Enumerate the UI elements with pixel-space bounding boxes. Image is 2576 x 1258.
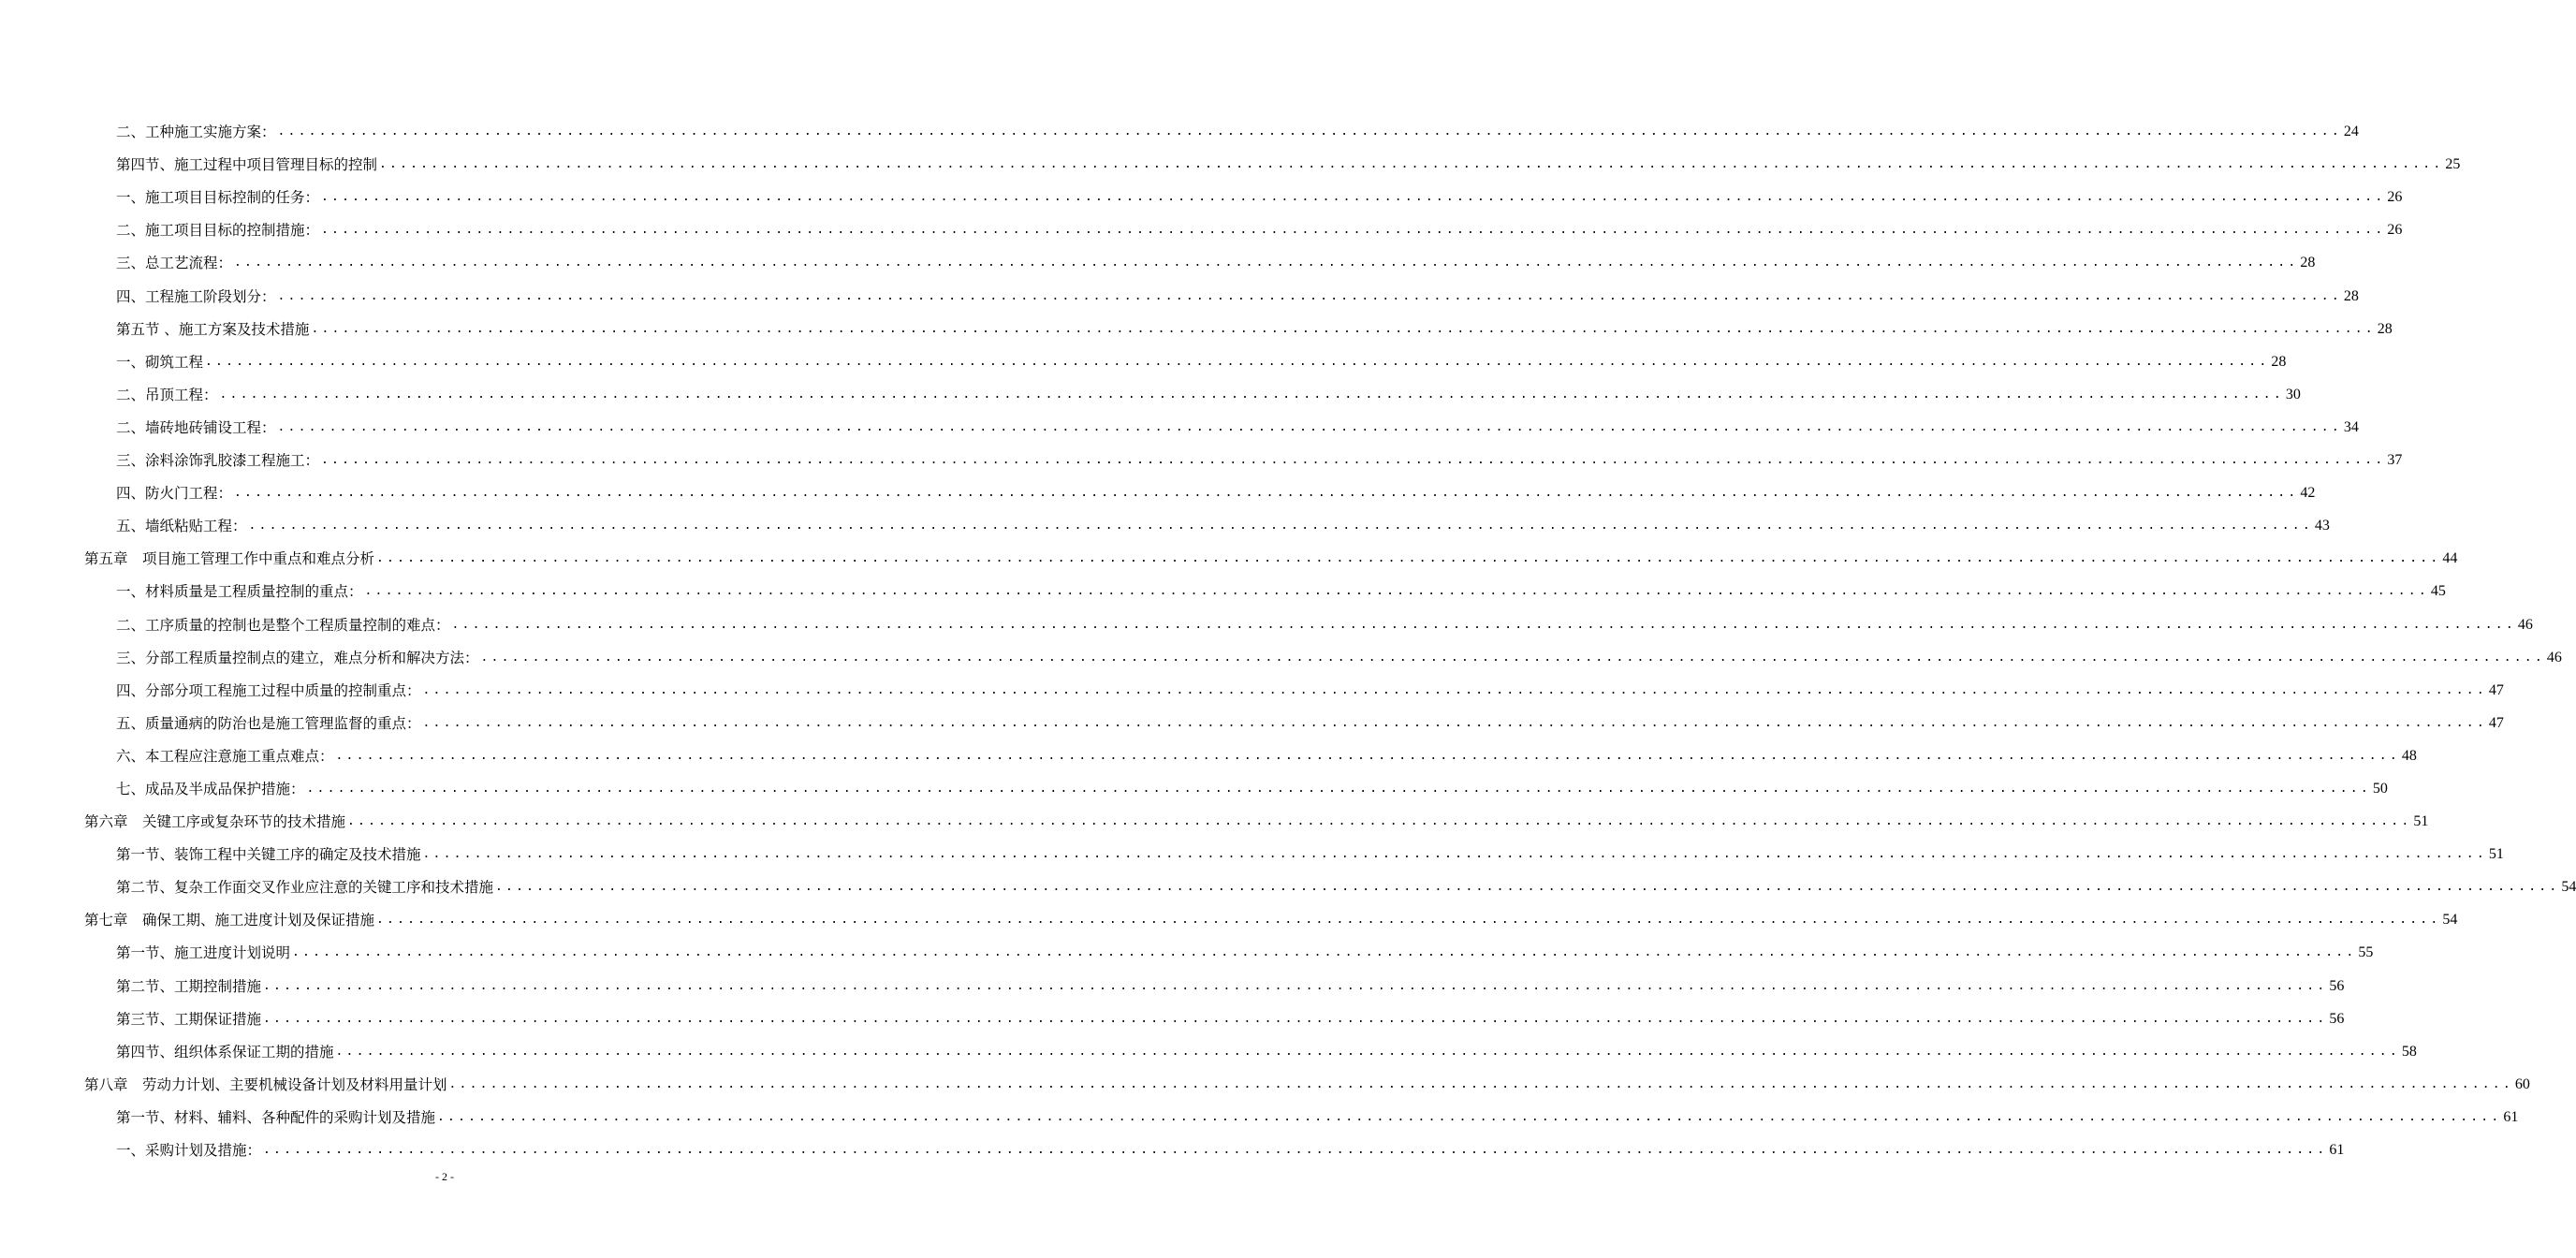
toc-entry[interactable] — [84, 831, 2504, 864]
toc-dot-leader: ........................................................................................................................................................................................................ — [248, 519, 2313, 534]
toc-dot-leader: ........................................................................................................................................................................................................ — [219, 387, 2284, 402]
toc-entry[interactable] — [84, 929, 2374, 962]
toc-entry-page: 34 — [2343, 418, 2359, 435]
toc-entry-page: 44 — [2442, 550, 2458, 567]
toc-entry[interactable] — [84, 272, 2359, 305]
toc-entry-title: 第四节、组织体系保证工期的措施 — [116, 1043, 334, 1061]
toc-entry[interactable] — [84, 962, 2345, 995]
toc-entry-page: 28 — [2271, 353, 2287, 370]
toc-entry-page: 28 — [2343, 287, 2359, 304]
toc-entry-title: 三、涂料涂饰乳胶漆工程施工： — [116, 452, 320, 470]
toc-entry[interactable] — [84, 667, 2504, 700]
toc-entry-title: 二、吊顶工程： — [116, 386, 218, 403]
toc-entry[interactable] — [84, 733, 2417, 766]
toc-entry-page: 61 — [2503, 1108, 2519, 1125]
toc-entry-title: 第三节、工期保证措施 — [116, 1010, 262, 1028]
toc-entry-title: 一、砌筑工程 — [116, 353, 204, 371]
toc-entry-title: 一、施工项目目标控制的任务： — [116, 189, 320, 207]
toc-entry-title: 二、墙砖地砖铺设工程： — [116, 418, 276, 436]
toc-entry-title: 第五节 、施工方案及技术措施 — [116, 320, 310, 338]
toc-entry[interactable] — [84, 996, 2345, 1029]
toc-entry-page: 54 — [2442, 912, 2458, 929]
toc-entry[interactable] — [84, 437, 2403, 470]
toc-dot-leader: ........................................................................................................................................................................................................ — [321, 190, 2386, 205]
toc-entry-title: 一、采购计划及措施： — [116, 1142, 262, 1159]
toc-dot-leader: ........................................................................................................................................................................................................ — [480, 650, 2545, 665]
toc-dot-leader: ........................................................................................................................................................................................................ — [335, 1044, 2400, 1059]
toc-dot-leader: ........................................................................................................................................................................................................ — [495, 880, 2560, 895]
toc-dot-leader: ........................................................................................................................................................................................................ — [234, 256, 2299, 271]
toc-entry-page: 60 — [2514, 1075, 2530, 1092]
toc-entry[interactable] — [84, 503, 2330, 535]
toc-entry[interactable] — [84, 109, 2359, 141]
toc-dot-leader: ........................................................................................................................................................................................................ — [277, 419, 2342, 434]
toc-entry-title: 第一节、施工进度计划说明 — [116, 944, 291, 962]
toc-dot-leader: ........................................................................................................................................................................................................ — [277, 124, 2342, 139]
toc-entry-title: 三、分部工程质量控制点的建立，难点分析和解决方法： — [116, 649, 479, 666]
toc-entry-page: 28 — [2300, 255, 2316, 271]
toc-entry-title: 第七章 确保工期、施工进度计划及保证措施 — [84, 912, 375, 929]
toc-entry[interactable] — [84, 306, 2393, 339]
toc-entry-page: 48 — [2401, 747, 2417, 764]
table-of-contents — [84, 109, 2576, 1160]
toc-entry[interactable] — [84, 339, 2287, 372]
toc-entry-title: 第五章 项目施工管理工作中重点和难点分析 — [84, 550, 375, 568]
toc-entry-title: 七、成品及半成品保护措施： — [116, 780, 305, 797]
toc-entry[interactable] — [84, 766, 2388, 798]
toc-entry-title: 二、工序质量的控制也是整个工程质量控制的难点： — [116, 616, 450, 634]
toc-entry-page: 46 — [2546, 649, 2562, 666]
toc-entry[interactable] — [84, 1127, 2345, 1160]
toc-entry-title: 四、防火门工程： — [116, 485, 233, 503]
toc-entry[interactable] — [84, 568, 2446, 601]
toc-entry-page: 47 — [2488, 681, 2504, 698]
toc-entry[interactable] — [84, 141, 2461, 174]
toc-dot-leader: ........................................................................................................................................................................................................ — [263, 978, 2328, 993]
toc-entry-title: 四、工程施工阶段划分： — [116, 287, 276, 305]
toc-entry[interactable] — [84, 798, 2429, 831]
toc-dot-leader: ........................................................................................................................................................................................................ — [347, 814, 2412, 829]
toc-entry[interactable] — [84, 207, 2403, 240]
toc-entry-page: 30 — [2285, 386, 2301, 402]
toc-entry-title: 三、总工艺流程： — [116, 255, 233, 272]
toc-entry[interactable] — [84, 470, 2316, 503]
toc-entry-page: 28 — [2377, 320, 2393, 337]
toc-dot-leader: ........................................................................................................................................................................................................ — [311, 321, 2376, 336]
toc-dot-leader: ........................................................................................................................................................................................................ — [335, 748, 2400, 763]
toc-entry[interactable] — [84, 240, 2316, 272]
toc-dot-leader: ........................................................................................................................................................................................................ — [422, 715, 2487, 730]
toc-dot-leader: ........................................................................................................................................................................................................ — [306, 781, 2371, 796]
toc-entry-page: 46 — [2517, 616, 2533, 633]
toc-entry[interactable] — [84, 700, 2504, 733]
toc-entry-title: 第一节、材料、辅料、各种配件的采购计划及措施 — [116, 1108, 436, 1126]
toc-dot-leader: ........................................................................................................................................................................................................ — [422, 682, 2487, 697]
toc-dot-leader: ........................................................................................................................................................................................................ — [451, 617, 2516, 632]
toc-dot-leader: ........................................................................................................................................................................................................ — [263, 1143, 2328, 1157]
toc-entry[interactable] — [84, 1029, 2417, 1061]
toc-entry[interactable] — [84, 864, 2576, 897]
toc-entry-page: 25 — [2445, 156, 2461, 173]
toc-entry-page: 51 — [2413, 813, 2429, 830]
toc-dot-leader: ........................................................................................................................................................................................................ — [422, 847, 2487, 862]
toc-entry[interactable] — [84, 1061, 2530, 1094]
toc-dot-leader: ........................................................................................................................................................................................................ — [376, 551, 2441, 566]
toc-entry-page: 54 — [2561, 879, 2576, 896]
toc-entry-title: 二、施工项目目标的控制措施： — [116, 222, 320, 240]
toc-entry-page: 47 — [2488, 714, 2504, 731]
toc-entry[interactable] — [84, 372, 2301, 404]
toc-entry-page: 37 — [2387, 452, 2403, 469]
page-number: - 2 - — [435, 1170, 454, 1183]
toc-entry-page: 58 — [2401, 1043, 2417, 1060]
toc-entry[interactable] — [84, 174, 2403, 207]
toc-dot-leader: ........................................................................................................................................................................................................ — [379, 157, 2444, 172]
toc-dot-leader: ........................................................................................................................................................................................................ — [321, 223, 2386, 238]
toc-entry-title: 二、工种施工实施方案： — [116, 124, 276, 141]
toc-entry-title: 五、墙纸粘贴工程： — [116, 518, 247, 535]
toc-entry-title: 六、本工程应注意施工重点难点： — [116, 747, 334, 765]
toc-dot-leader: ........................................................................................................................................................................................................ — [376, 913, 2441, 928]
toc-entry-title: 五、质量通病的防治也是施工管理监督的重点： — [116, 714, 421, 732]
toc-entry-page: 56 — [2329, 977, 2345, 994]
toc-entry[interactable] — [84, 601, 2533, 634]
toc-entry-title: 第一节、装饰工程中关键工序的确定及技术措施 — [116, 846, 421, 864]
toc-entry-title: 一、材料质量是工程质量控制的重点： — [116, 583, 363, 601]
toc-entry-page: 61 — [2329, 1142, 2345, 1158]
toc-entry-title: 第二节、复杂工作面交叉作业应注意的关键工序和技术措施 — [116, 879, 494, 897]
toc-entry[interactable] — [84, 404, 2359, 437]
toc-entry-page: 24 — [2343, 124, 2359, 140]
toc-dot-leader: ........................................................................................................................................................................................................ — [364, 584, 2429, 599]
toc-entry[interactable] — [84, 535, 2458, 568]
toc-entry-page: 51 — [2488, 846, 2504, 863]
toc-dot-leader: ........................................................................................................................................................................................................ — [205, 354, 2270, 369]
toc-dot-leader: ........................................................................................................................................................................................................ — [448, 1076, 2513, 1091]
toc-entry-page: 45 — [2430, 583, 2446, 600]
toc-entry-page: 26 — [2387, 189, 2403, 206]
toc-entry-title: 四、分部分项工程施工过程中质量的控制重点： — [116, 681, 421, 699]
toc-dot-leader: ........................................................................................................................................................................................................ — [277, 288, 2342, 303]
toc-entry-page: 43 — [2314, 518, 2330, 534]
toc-dot-leader: ........................................................................................................................................................................................................ — [234, 486, 2299, 501]
toc-entry-page: 56 — [2329, 1010, 2345, 1027]
toc-entry-title: 第四节、施工过程中项目管理目标的控制 — [116, 156, 378, 174]
toc-entry-title: 第六章 关键工序或复杂环节的技术措施 — [84, 813, 346, 831]
toc-entry-title: 第二节、工期控制措施 — [116, 977, 262, 995]
toc-entry-page: 42 — [2300, 485, 2316, 502]
toc-entry[interactable] — [84, 897, 2458, 929]
toc-entry-page: 55 — [2358, 944, 2374, 961]
toc-dot-leader: ........................................................................................................................................................................................................ — [263, 1011, 2328, 1026]
toc-entry-page: 50 — [2372, 780, 2388, 797]
toc-dot-leader: ........................................................................................................................................................................................................ — [292, 945, 2357, 960]
toc-dot-leader: ........................................................................................................................................................................................................ — [437, 1109, 2502, 1124]
toc-dot-leader: ........................................................................................................................................................................................................ — [321, 453, 2386, 468]
toc-entry[interactable] — [84, 1094, 2519, 1127]
toc-entry-title: 第八章 劳动力计划、主要机械设备计划及材料用量计划 — [84, 1075, 447, 1093]
toc-entry-page: 26 — [2387, 222, 2403, 239]
toc-entry[interactable] — [84, 635, 2562, 667]
